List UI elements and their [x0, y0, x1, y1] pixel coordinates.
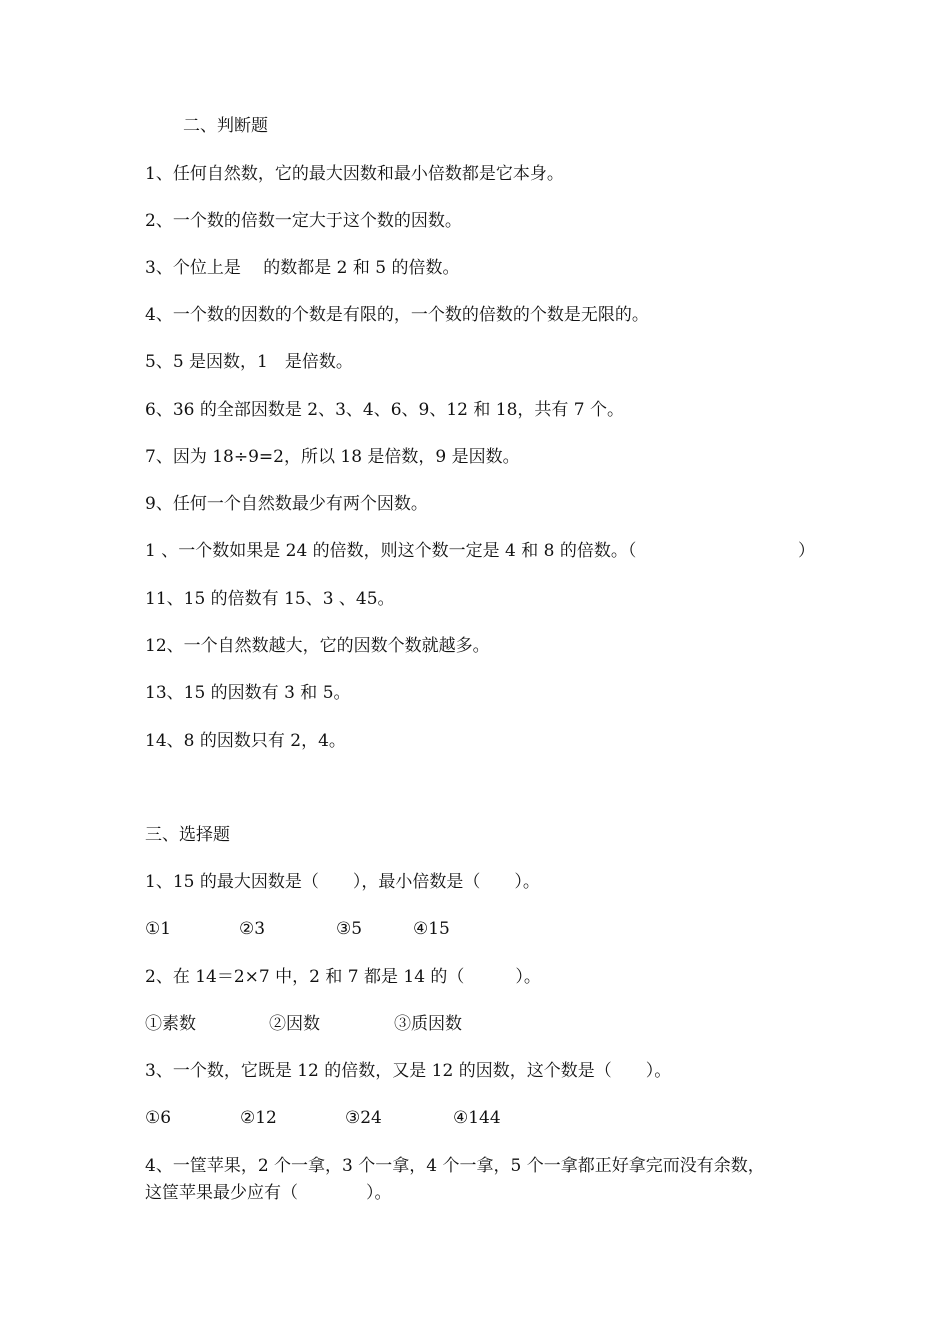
option-3-4: ④144 [453, 1108, 501, 1128]
option-3-2: ②12 [240, 1108, 277, 1128]
option-3-1: ①6 [145, 1108, 172, 1128]
option-1-3: ③5 [336, 919, 363, 939]
option-1-4: ④15 [413, 919, 450, 939]
judgment-item-12: 12、一个自然数越大，它的因数个数就越多。 [145, 636, 490, 656]
section-heading-judgment: 二、判断题 [183, 116, 268, 136]
judgment-item-14: 14、8 的因数只有 2，4。 [145, 731, 346, 751]
choice-question-3: 3、一个数，它既是 12 的倍数，又是 12 的因数，这个数是（ ）。 [145, 1061, 672, 1081]
option-2-1: ①素数 [145, 1014, 196, 1034]
judgment-item-10: 1 、一个数如果是 24 的倍数，则这个数一定是 4 和 8 的倍数。（ [145, 541, 637, 561]
answer-paren-close: ） [798, 541, 815, 561]
judgment-item-6: 6、36 的全部因数是 2、3、4、6、9、12 和 18，共有 7 个。 [145, 400, 625, 420]
option-2-2: ②因数 [269, 1014, 320, 1034]
judgment-item-2: 2、一个数的倍数一定大于这个数的因数。 [145, 211, 462, 231]
judgment-item-13: 13、15 的因数有 3 和 5。 [145, 683, 351, 703]
choice-question-4-line-2: 这筐苹果最少应有（ ）。 [145, 1183, 392, 1203]
judgment-item-5: 5、5 是因数，1 是倍数。 [145, 352, 353, 372]
option-3-3: ③24 [345, 1108, 382, 1128]
option-1-1: ①1 [145, 919, 172, 939]
option-1-2: ②3 [239, 919, 266, 939]
judgment-item-7: 7、因为 18÷9=2，所以 18 是倍数，9 是因数。 [145, 447, 520, 467]
judgment-item-4: 4、一个数的因数的个数是有限的，一个数的倍数的个数是无限的。 [145, 305, 649, 325]
choice-question-1: 1、15 的最大因数是（ ），最小倍数是（ ）。 [145, 872, 540, 892]
judgment-item-11: 11、15 的倍数有 15、3 、45。 [145, 589, 395, 609]
choice-question-2: 2、在 14＝2×7 中，2 和 7 都是 14 的（ ）。 [145, 967, 541, 987]
choice-question-4-line-1: 4、一筐苹果，2 个一拿，3 个一拿，4 个一拿，5 个一拿都正好拿完而没有余数， [145, 1156, 765, 1176]
judgment-item-9: 9、任何一个自然数最少有两个因数。 [145, 494, 428, 514]
section-heading-choice: 三、选择题 [145, 825, 230, 845]
judgment-item-3: 3、个位上是 的数都是 2 和 5 的倍数。 [145, 258, 460, 278]
judgment-item-1: 1、任何自然数，它的最大因数和最小倍数都是它本身。 [145, 164, 564, 184]
option-2-3: ③质因数 [394, 1014, 462, 1034]
